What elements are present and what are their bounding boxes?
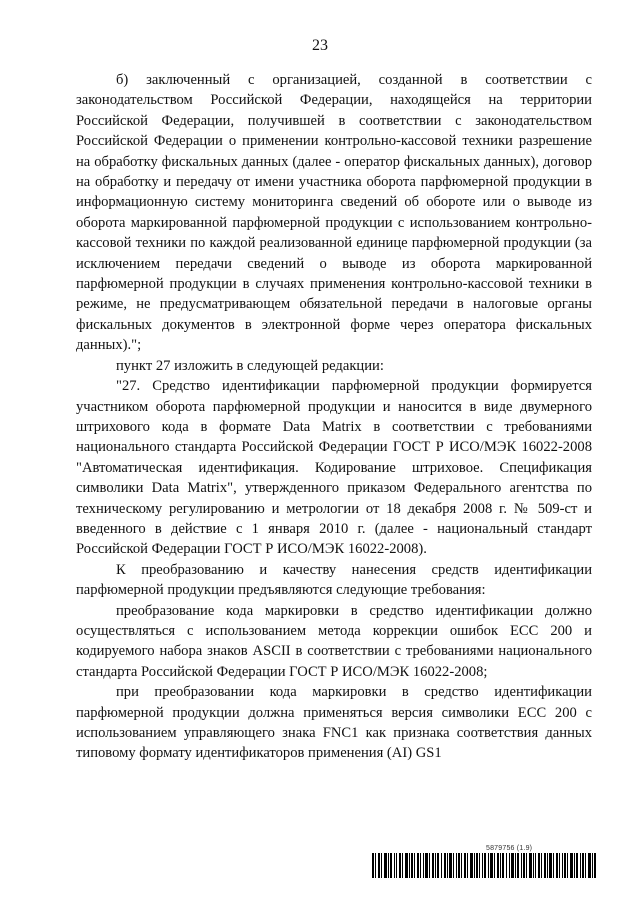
document-barcode-caption: 5879756 (1.9) bbox=[486, 845, 533, 852]
document-body bbox=[76, 70, 592, 764]
paragraph-item-27: "27. Средство идентификации парфюмерной продукции формируется участником оборота парфюмерной продукции и наносится в виде двумерного штрихового кода в формате Data Matrix в соответствии с требованиями национального стандарта Российской Федерации ГОСТ Р ИСО/МЭК 16022-2008 "Автоматическая идентификация. Кодирование штриховое. Спецификация символики Data Matrix", утвержденного приказом Федерального агентства по техническому регулированию и метрологии от 18 декабря 2008 г. № 509-ст и введенного в действие с 1 января 2010 г. (далее - национальный стандарт Российской Федерации ГОСТ Р ИСО/МЭК 16022-2008). bbox=[76, 378, 592, 558]
document-barcode-image bbox=[372, 853, 596, 878]
paragraph-instruction: пункт 27 изложить в следующей редакции: bbox=[116, 357, 384, 374]
paragraph-requirements-intro: К преобразованию и качеству нанесения средств идентификации парфюмерной продукции предъявляются следующие требования: bbox=[76, 561, 592, 599]
paragraph-subitem-b: б) заключенный с организацией, созданной в соответствии с законодательством Российской Федерации, находящейся на территории Российской Федерации, получившей в соответствии с законодательством Российской Федерации о применении контрольно-кассовой техники разрешение на обработку фискальных данных (далее - оператор фискальных данных), договор на обработку и передачу от имени участника оборота парфюмерной продукции в информационную систему мониторинга сведений об обороте или о выводе из оборота маркированной парфюмерной продукции с использованием контрольно-кассовой техники по каждой реализованной единице парфюмерной продукции (за исключением передачи сведений о выводе из оборота маркированной парфюмерной продукции в случаях применения контрольно-кассовой техники в режиме, не предусматривающем обязательной передачи в налоговые органы фискальных документов в электронной форме через оператора фискальных данных)."; bbox=[76, 72, 592, 354]
paragraph-conversion-requirement: преобразование кода маркировки в средство идентификации должно осуществляться с использованием метода коррекции ошибок ЕСС 200 и кодируемого набора знаков ASCII в соответствии с требованиями национального стандарта Российской Федерации ГОСТ Р ИСО/МЭК 16022-2008; bbox=[76, 602, 592, 680]
paragraph-symbology-version: при преобразовании кода маркировки в средство идентификации парфюмерной продукции должна применяться версия символики ЕСС 200 с использованием управляющего знака FNC1 как признака соответствия данных типовому формату идентификаторов применения (AI) GS1 bbox=[76, 684, 592, 762]
page-number: 23 bbox=[312, 37, 328, 54]
